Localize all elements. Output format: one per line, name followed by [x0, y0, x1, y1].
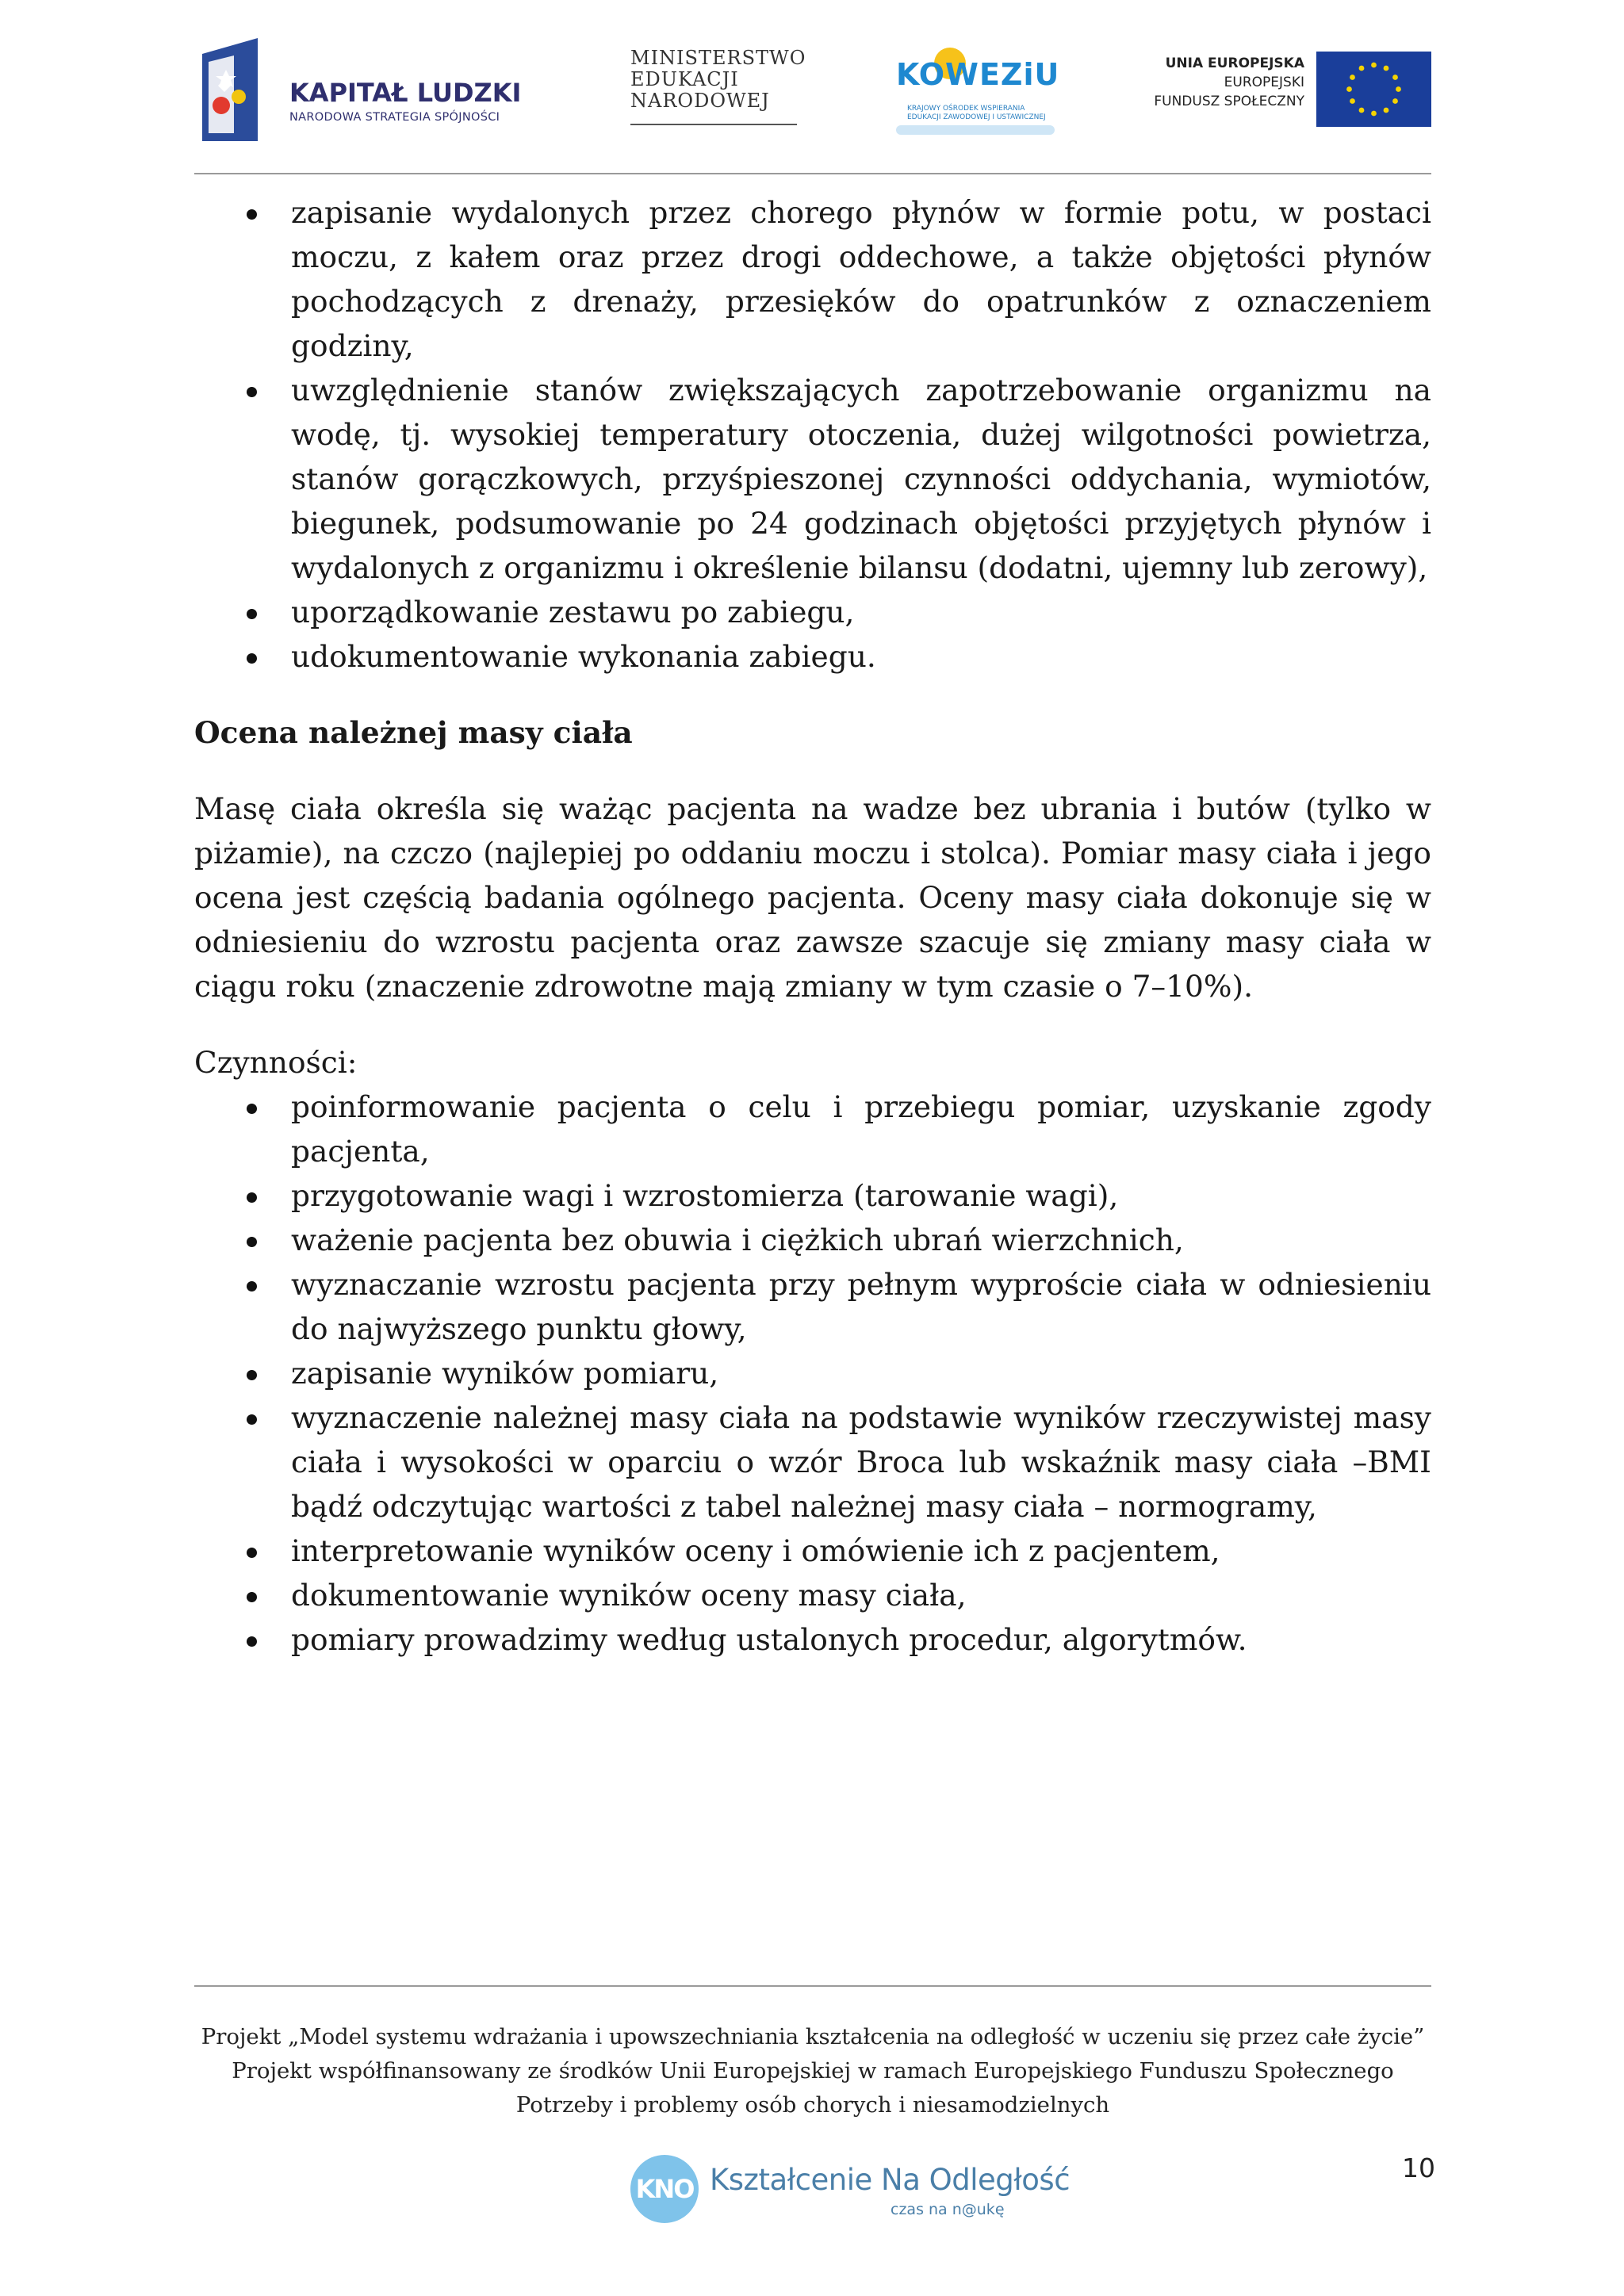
list-item: interpretowanie wyników oceny i omówienie ich z pacjentem,: [194, 1529, 1431, 1573]
koweziu-subtitle-line-2: EDUKACJI ZAWODOWEJ I USTAWICZNEJ: [907, 113, 1046, 121]
eu-line-3: FUNDUSZ SPOŁECZNY: [1154, 94, 1304, 109]
header-divider: [194, 173, 1431, 174]
kapital-ludzki-title: KAPITAŁ LUDZKI: [289, 78, 522, 108]
list-item: ważenie pacjenta bez obuwia i ciężkich ubrań wierzchnich,: [194, 1218, 1431, 1262]
ministry-logo: [630, 48, 821, 143]
activities-label: Czynności:: [194, 1045, 358, 1080]
koweziu-wave-icon: [896, 125, 1055, 135]
header-logos: [194, 32, 1431, 151]
section-heading: Ocena należnej masy ciała: [194, 715, 633, 750]
list-item: przygotowanie wagi i wzrostomierza (tarowanie wagi),: [194, 1173, 1431, 1218]
list-item: zapisanie wyników pomiaru,: [194, 1351, 1431, 1395]
koweziu-title: KOWEZiU: [896, 57, 1060, 92]
footer-line-2: Projekt współfinansowany ze środków Unii Europejskiej w ramach Europejskiego Funduszu Społecznego: [232, 2058, 1394, 2084]
kno-title: Kształcenie Na Odległość: [710, 2163, 1071, 2197]
kno-mark-icon: KNO: [630, 2155, 699, 2223]
eu-logo: [1142, 48, 1431, 135]
koweziu-logo: [896, 40, 1071, 143]
bullet-list-bottom: [194, 1085, 1431, 1662]
footer-text: [194, 2020, 1431, 2122]
list-item: uwzględnienie stanów zwiększających zapotrzebowanie organizmu na wodę, tj. wysokiej temperatury otoczenia, dużej wilgotności powietrza, stanów gorączkowych, przyśpieszonej czynności oddychania, wymiotów, biegunek, podsumowanie po 24 godzinach objętości przyjętych płynów i wydalonych z organizmu i określenie bilansu (dodatni, ujemny lub zerowy),: [194, 368, 1431, 590]
kapital-ludzki-subtitle: NARODOWA STRATEGIA SPÓJNOŚCI: [289, 111, 500, 124]
list-item: poinformowanie pacjenta o celu i przebiegu pomiar, uzyskanie zgody pacjenta,: [194, 1085, 1431, 1173]
footer-line-3: Potrzeby i problemy osób chorych i niesamodzielnych: [515, 2092, 1110, 2118]
footer-line-1: Projekt „Model systemu wdrażania i upowszechniania kształcenia na odległość w uczeniu się przez całe życie”: [201, 2024, 1425, 2049]
kno-logo: [630, 2155, 1071, 2234]
kapital-ludzki-logo: [194, 38, 527, 145]
bullet-list-top: [194, 190, 1431, 679]
eu-line-1: UNIA EUROPEJSKA: [1165, 55, 1304, 71]
list-item: udokumentowanie wykonania zabiegu.: [194, 634, 1431, 679]
list-item: zapisanie wydalonych przez chorego płynów w formie potu, w postaci moczu, z kałem oraz przez drogi oddechowe, a także objętości płynów pochodzących z drenaży, przesięków do opatrunków z oznaczeniem godziny,: [194, 190, 1431, 368]
list-item: pomiary prowadzimy według ustalonych procedur, algorytmów.: [194, 1617, 1431, 1662]
page-number: 10: [1402, 2152, 1435, 2183]
footer-divider: [194, 1985, 1431, 1987]
list-item: wyznaczenie należnej masy ciała na podstawie wyników rzeczywistej masy ciała i wysokości w oparciu o wzór Broca lub wskaźnik masy ciała –BMI bądź odczytując wartości z tabel należnej masy ciała – normogramy,: [194, 1395, 1431, 1529]
kno-subtitle: czas na n@ukę: [891, 2201, 1005, 2218]
koweziu-subtitle: [907, 105, 1046, 122]
ministry-underline: [630, 124, 797, 125]
eu-flag-icon: [1316, 52, 1431, 127]
koweziu-subtitle-line-1: KRAJOWY OŚRODEK WSPIERANIA: [907, 105, 1025, 113]
list-item: dokumentowanie wyników oceny masy ciała,: [194, 1573, 1431, 1617]
ministry-line-3: NARODOWEJ: [630, 90, 770, 112]
eu-text: [1154, 54, 1304, 111]
ministry-line-1: MINISTERSTWO: [630, 47, 806, 69]
kapital-ludzki-emblem-icon: [202, 38, 266, 141]
eu-line-2: EUROPEJSKI: [1224, 75, 1304, 90]
document-body: [194, 190, 1431, 1662]
ministry-line-2: EDUKACJI: [630, 68, 739, 90]
body-paragraph: Masę ciała określa się ważąc pacjenta na wadze bez ubrania i butów (tylko w piżamie), na czczo (najlepiej po oddaniu moczu i stolca). Pomiar masy ciała i jego ocena jest częścią badania ogólnego pacjenta. Oceny masy ciała dokonuje się w odniesieniu do wzrostu pacjenta oraz zawsze szacuje się zmiany masy ciała w ciągu roku (znaczenie zdrowotne mają zmiany w tym czasie o 7–10%).: [194, 791, 1431, 1004]
list-item: wyznaczanie wzrostu pacjenta przy pełnym wyproście ciała w odniesieniu do najwyższego punktu głowy,: [194, 1262, 1431, 1351]
list-item: uporządkowanie zestawu po zabiegu,: [194, 590, 1431, 634]
